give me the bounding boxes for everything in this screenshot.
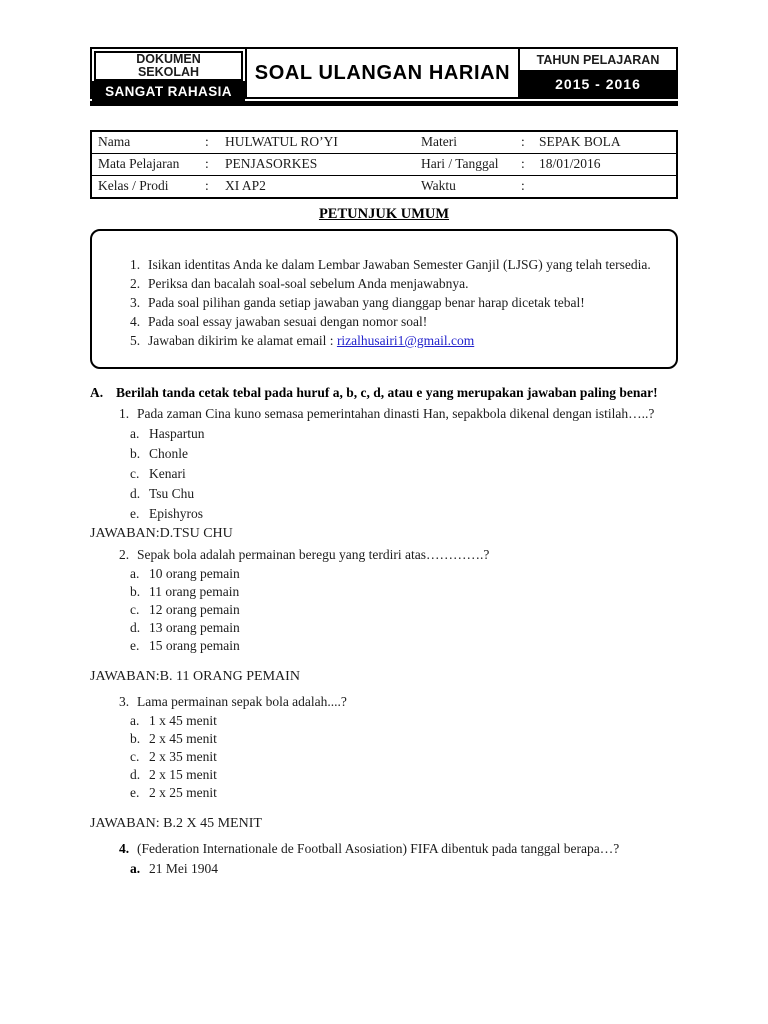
confidential-label: SANGAT RAHASIA xyxy=(105,84,232,99)
info-label: Hari / Tanggal xyxy=(421,156,499,171)
item-number: 5. xyxy=(130,333,141,348)
option-a xyxy=(130,859,678,879)
instructions-box xyxy=(90,229,678,369)
option-c xyxy=(130,748,678,766)
info-value: SEPAK BOLA xyxy=(539,134,621,149)
option-letter: e. xyxy=(130,785,140,800)
info-value xyxy=(533,176,677,199)
question-3 xyxy=(119,691,678,712)
school-year-value: 2015 - 2016 xyxy=(555,76,641,92)
info-label: Materi xyxy=(421,134,457,149)
exam-info-table xyxy=(90,130,678,199)
info-colon: : xyxy=(521,178,525,193)
option-text: 21 Mei 1904 xyxy=(149,861,218,876)
item-number: 3. xyxy=(130,295,141,310)
option-a xyxy=(130,424,678,444)
option-a xyxy=(130,712,678,730)
option-text: 2 x 25 menit xyxy=(149,785,217,800)
answer-line-1: JAWABAN:D.TSU CHU xyxy=(90,526,233,541)
option-e xyxy=(130,637,678,655)
school-year-label: TAHUN PELAJARAN xyxy=(536,52,660,67)
question-4 xyxy=(119,838,678,859)
option-text: Kenari xyxy=(149,466,186,481)
document-content xyxy=(90,47,678,879)
question-text: (Federation Internationale de Football Asosiation) FIFA dibentuk pada tanggal berapa…? xyxy=(137,841,620,856)
item-text: Isikan identitas Anda ke dalam Lembar Jawaban Semester Ganjil (LJSG) yang telah tersedia. xyxy=(148,257,651,272)
info-colon: : xyxy=(205,134,209,149)
option-letter: a. xyxy=(130,566,140,581)
question-text: Lama permainan sepak bola adalah....? xyxy=(137,694,347,709)
list-item xyxy=(130,274,654,293)
option-letter: b. xyxy=(130,446,141,461)
option-text: 2 x 45 menit xyxy=(149,731,217,746)
section-label: A. xyxy=(90,385,104,400)
option-letter: d. xyxy=(130,486,141,501)
item-number: 2. xyxy=(130,276,141,291)
option-text: Tsu Chu xyxy=(149,486,195,501)
option-letter: e. xyxy=(130,638,140,653)
exam-title: SOAL ULANGAN HARIAN xyxy=(254,61,511,84)
item-text: Pada soal essay jawaban sesuai dengan nomor soal! xyxy=(148,314,428,329)
table-row xyxy=(91,154,677,176)
option-text: 10 orang pemain xyxy=(149,566,240,581)
option-text: 13 orang pemain xyxy=(149,620,240,635)
info-colon: : xyxy=(521,134,525,149)
info-label: Mata Pelajaran xyxy=(98,156,180,171)
email-prefix-text: Jawaban dikirim ke alamat email : xyxy=(148,333,334,348)
option-c xyxy=(130,464,678,484)
list-item xyxy=(130,312,654,331)
option-b xyxy=(130,583,678,601)
option-text: Haspartun xyxy=(149,426,205,441)
option-text: 15 orang pemain xyxy=(149,638,240,653)
option-letter: b. xyxy=(130,731,141,746)
instructions-title: PETUNJUK UMUM xyxy=(318,206,450,222)
list-item xyxy=(130,293,654,312)
info-label: Nama xyxy=(98,134,131,149)
option-letter: a. xyxy=(130,426,140,441)
option-d xyxy=(130,619,678,637)
header-banner xyxy=(90,47,678,99)
option-text: 1 x 45 menit xyxy=(149,713,217,728)
option-text: 2 x 35 menit xyxy=(149,749,217,764)
info-value: HULWATUL RO’YI xyxy=(225,134,338,149)
list-item xyxy=(130,331,654,350)
option-text: Epishyros xyxy=(149,506,203,521)
info-value: XI AP2 xyxy=(225,178,266,193)
school-year-label-cell xyxy=(520,49,676,72)
question-text: Sepak bola adalah permainan beregu yang terdiri atas………….? xyxy=(137,547,490,562)
option-letter: d. xyxy=(130,620,141,635)
item-number: 1. xyxy=(130,257,141,272)
document-type-cell xyxy=(94,51,243,81)
info-label: Waktu xyxy=(421,178,456,193)
question-2 xyxy=(119,544,678,565)
school-year-value-cell xyxy=(520,72,676,97)
option-text: 11 orang pemain xyxy=(149,584,240,599)
header-right-column xyxy=(518,49,676,97)
section-a xyxy=(90,382,678,879)
option-d xyxy=(130,484,678,504)
option-a xyxy=(130,565,678,583)
info-value: PENJASORKES xyxy=(225,156,318,171)
option-text: 2 x 15 menit xyxy=(149,767,217,782)
option-c xyxy=(130,601,678,619)
confidential-cell xyxy=(92,81,245,103)
option-letter: c. xyxy=(130,749,140,764)
item-number: 4. xyxy=(130,314,141,329)
question-number: 3. xyxy=(119,694,130,709)
option-text: 12 orang pemain xyxy=(149,602,240,617)
option-e xyxy=(130,784,678,802)
option-b xyxy=(130,730,678,748)
answer-line-2: JAWABAN:B. 11 ORANG PEMAIN xyxy=(90,669,300,684)
document-type-label: DOKUMEN SEKOLAH xyxy=(136,52,201,79)
exam-title-cell xyxy=(247,49,518,97)
option-b xyxy=(130,444,678,464)
question-1 xyxy=(119,403,678,424)
option-text: Chonle xyxy=(149,446,188,461)
item-text: Periksa dan bacalah soal-soal sebelum Anda menjawabnya. xyxy=(148,276,469,291)
question-number: 4. xyxy=(119,841,130,856)
list-item xyxy=(130,255,654,274)
option-letter: d. xyxy=(130,767,141,782)
option-d xyxy=(130,766,678,784)
email-link[interactable]: rizalhusairi1@gmail.com xyxy=(336,333,475,348)
option-letter: a. xyxy=(130,861,141,876)
info-colon: : xyxy=(205,178,209,193)
section-a-heading xyxy=(90,382,678,403)
info-colon: : xyxy=(521,156,525,171)
table-row xyxy=(91,131,677,154)
answer-line-3: JAWABAN: B.2 X 45 MENIT xyxy=(90,816,262,831)
option-letter: e. xyxy=(130,506,140,521)
info-label: Kelas / Prodi xyxy=(98,178,169,193)
header-left-column xyxy=(92,49,247,97)
option-letter: c. xyxy=(130,602,140,617)
section-instruction-text: Berilah tanda cetak tebal pada huruf a, b, c, d, atau e yang merupakan jawaban paling benar! xyxy=(116,385,658,400)
item-text xyxy=(148,331,474,350)
option-letter: a. xyxy=(130,713,140,728)
option-e xyxy=(130,504,678,524)
table-row xyxy=(91,176,677,199)
info-value: 18/01/2016 xyxy=(539,156,601,171)
info-colon: : xyxy=(205,156,209,171)
question-text: Pada zaman Cina kuno semasa pemerintahan dinasti Han, sepakbola dikenal dengan istilah…..? xyxy=(137,406,655,421)
option-letter: b. xyxy=(130,584,141,599)
option-letter: c. xyxy=(130,466,140,481)
question-number: 2. xyxy=(119,547,130,562)
question-number: 1. xyxy=(119,406,130,421)
item-text: Pada soal pilihan ganda setiap jawaban yang dianggap benar harap dicetak tebal! xyxy=(148,295,585,310)
